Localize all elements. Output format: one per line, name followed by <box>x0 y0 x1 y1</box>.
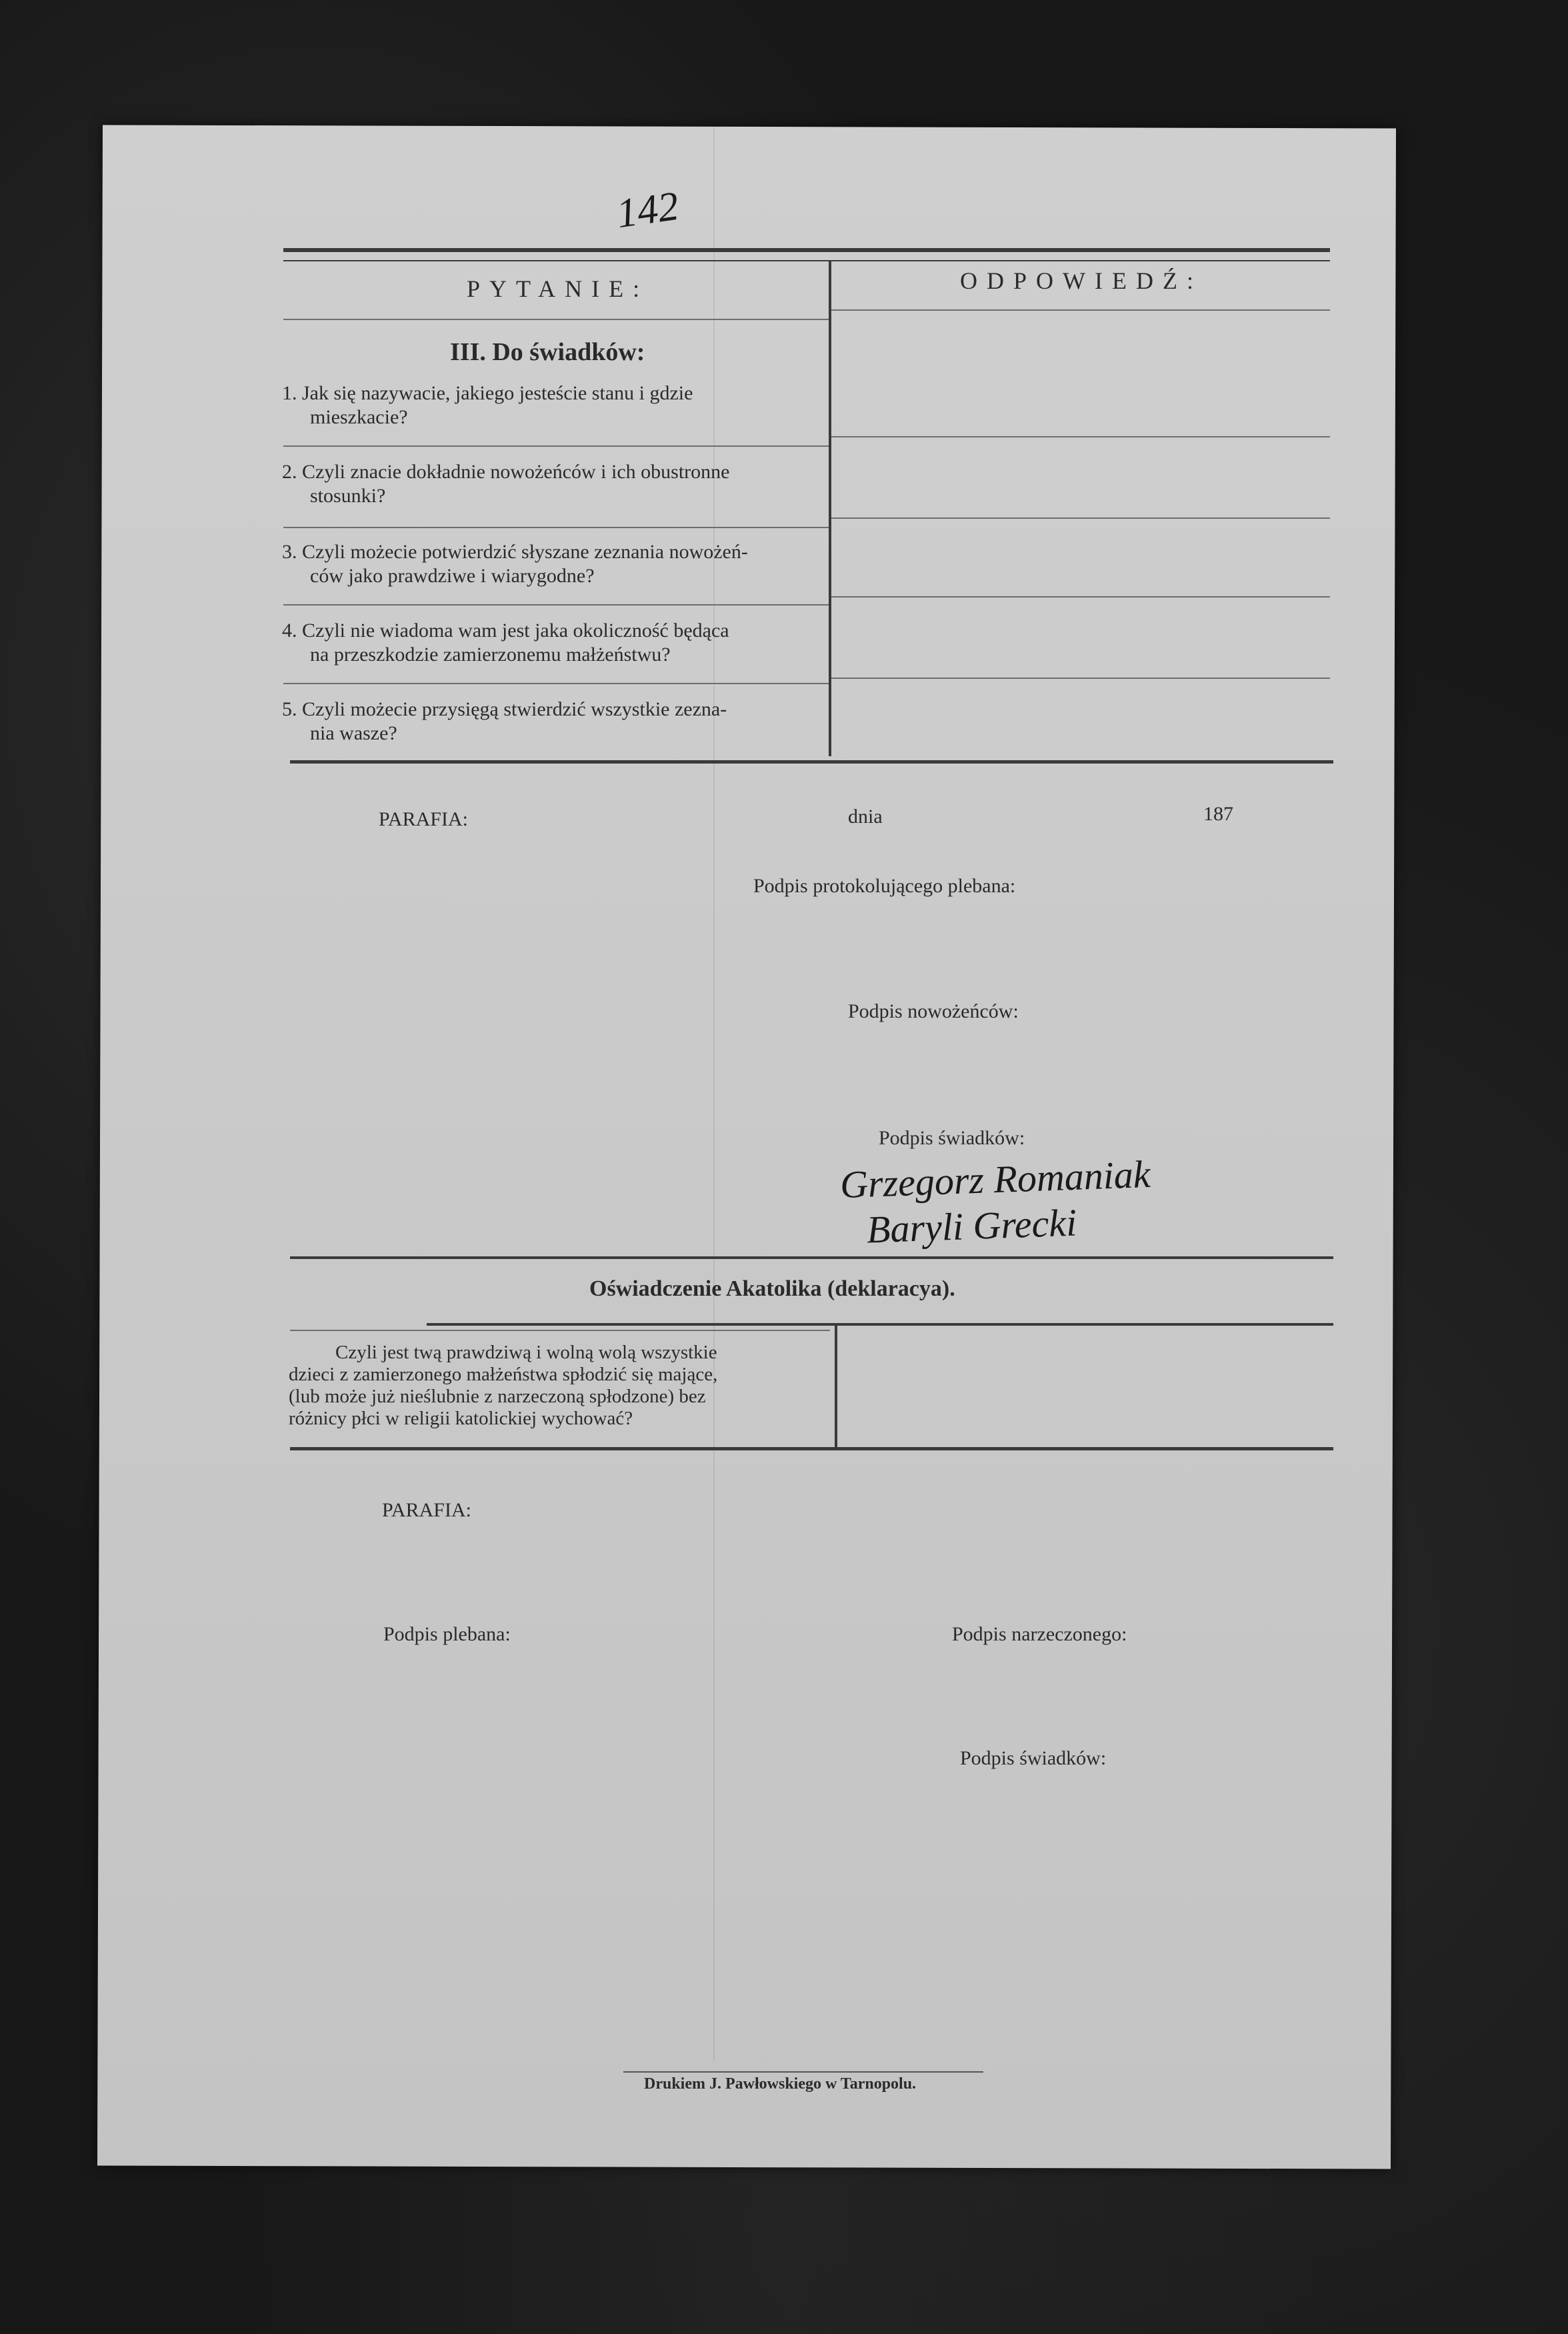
year-label: 187 <box>1203 803 1233 825</box>
parafia-label-2: PARAFIA: <box>382 1499 471 1521</box>
parafia-label: PARAFIA: <box>379 808 468 830</box>
table-top-rule-thin <box>283 260 1330 261</box>
table-column-divider <box>829 261 831 756</box>
question-1-line2: mieszkacie? <box>310 406 408 428</box>
priest-signature-label-2: Podpis plebana: <box>383 1623 511 1645</box>
date-label: dnia <box>848 806 883 828</box>
declaration-title: Oświadczenie Akatolika (deklaracya). <box>589 1276 955 1301</box>
header-underline-left <box>283 319 829 320</box>
page-number: 142 <box>613 183 682 237</box>
question-1-line1: 1. Jak się nazywacie, jakiego jesteście stanu i gdzie <box>282 382 693 404</box>
declaration-line-4: różnicy płci w religii katolickiej wychować? <box>289 1408 633 1429</box>
row-divider <box>283 445 829 447</box>
witnesses-signature-label-2: Podpis świadków: <box>960 1747 1107 1769</box>
answer-row-divider <box>831 596 1330 598</box>
priest-signature-label: Podpis protokolującego plebana: <box>753 875 1016 897</box>
printer-rule <box>623 2071 983 2073</box>
document-sheet <box>97 125 1396 2169</box>
question-2-line1: 2. Czyli znacie dokładnie nowożeńców i ich obustronne <box>282 461 730 483</box>
declaration-line-3: (lub może już nieślubnie z narzeczoną spłodzone) bez <box>289 1386 706 1407</box>
groom-signature-label: Podpis narzeczonego: <box>952 1623 1127 1645</box>
question-3-line1: 3. Czyli możecie potwierdzić słyszane zeznania nowożeń- <box>282 541 748 563</box>
answer-row-divider <box>831 436 1330 437</box>
question-4 <box>282 619 821 667</box>
question-2-line2: stosunki? <box>310 485 386 507</box>
row-divider <box>283 527 829 528</box>
section-title: III. Do świadków: <box>450 338 645 366</box>
spouses-signature-label: Podpis nowożeńców: <box>848 1000 1019 1022</box>
question-5-line1: 5. Czyli możecie przysięgą stwierdzić wszystkie zezna- <box>282 698 727 720</box>
declaration-line-1: Czyli jest twą prawdziwą i wolną wolą wszystkie <box>335 1342 717 1363</box>
answer-row-divider <box>831 678 1330 679</box>
table-top-rule <box>283 248 1330 252</box>
header-underline-right <box>831 309 1330 311</box>
printer-imprint: Drukiem J. Pawłowskiego w Tarnopolu. <box>644 2075 917 2093</box>
answer-row-divider <box>831 517 1330 519</box>
header-question: PYTANIE: <box>467 275 649 302</box>
question-2 <box>282 460 821 508</box>
question-4-line2: na przeszkodzie zamierzonemu małżeństwu? <box>310 644 671 666</box>
witness-signature-2: Baryli Grecki <box>865 1200 1078 1252</box>
question-4-line1: 4. Czyli nie wiadoma wam jest jaka okoliczność będąca <box>282 620 729 642</box>
declaration-box-top-thin <box>290 1330 830 1331</box>
question-3-line2: ców jako prawdziwe i wiarygodne? <box>310 565 595 587</box>
question-5-line2: nia wasze? <box>310 722 397 744</box>
row-divider <box>283 604 829 606</box>
declaration-top-rule <box>290 1256 1333 1259</box>
witness-signature-1: Grzegorz Romaniak <box>839 1152 1151 1207</box>
declaration-line-2: dzieci z zamierzonego małżeństwa spłodzić się mające, <box>289 1364 718 1385</box>
declaration-bottom-rule <box>290 1447 1333 1450</box>
declaration-column-divider <box>835 1326 837 1447</box>
witnesses-signature-label: Podpis świadków: <box>879 1127 1025 1149</box>
question-3 <box>282 540 821 588</box>
header-answer: ODPOWIEDŹ: <box>960 267 1203 294</box>
question-5 <box>282 698 821 746</box>
row-divider <box>283 683 829 684</box>
table-bottom-rule <box>290 760 1333 764</box>
declaration-box-top-rule <box>427 1323 1333 1326</box>
question-1 <box>282 381 821 429</box>
declaration-question <box>289 1342 826 1430</box>
